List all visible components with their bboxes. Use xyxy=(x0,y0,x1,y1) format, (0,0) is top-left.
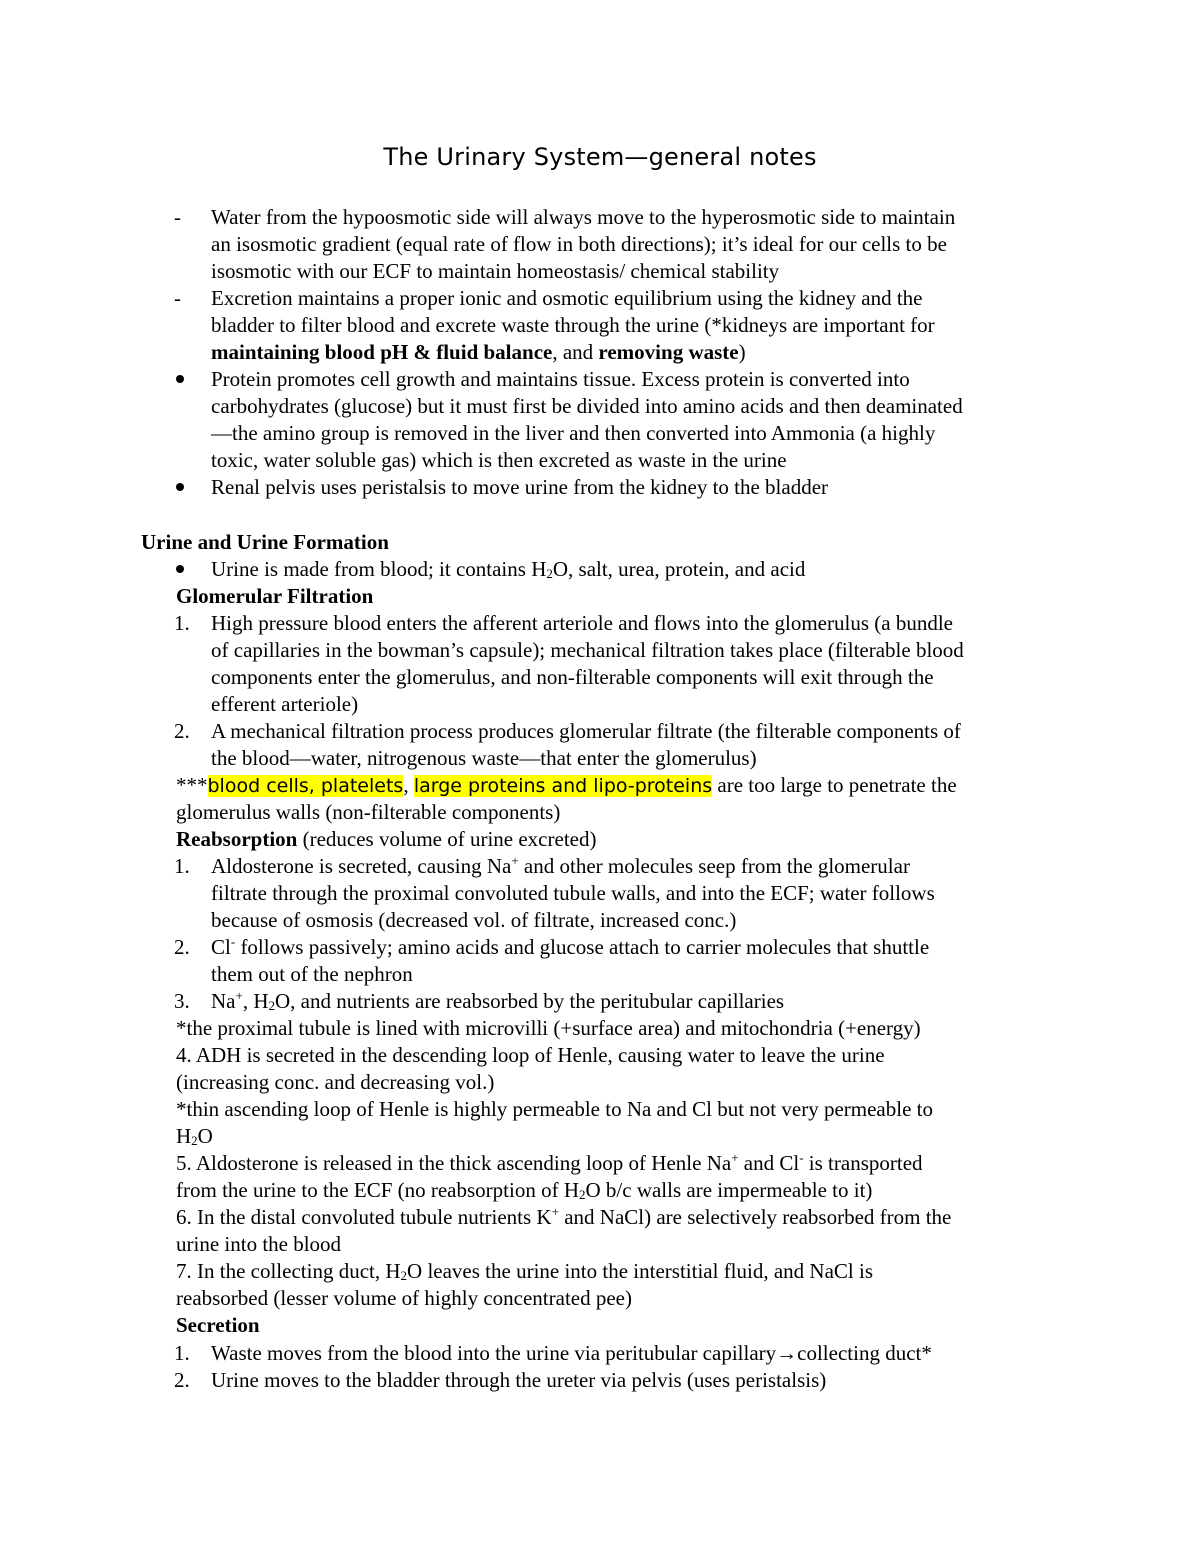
text-line: 5. Aldosterone is released in the thick ascending loop of Henle Na+ and Cl- is transported xyxy=(176,1150,923,1175)
dash-marker: - xyxy=(174,205,181,229)
text-line: Water from the hypoosmotic side will always move to the hyperosmotic side to maintain xyxy=(211,205,956,229)
dash-marker: - xyxy=(174,286,181,310)
text-line: components enter the glomerulus, and non-filterable components will exit through the xyxy=(211,665,934,689)
text-line: maintaining blood pH & fluid balance, and removing waste) xyxy=(211,340,746,364)
text-line: Aldosterone is secreted, causing Na+ and other molecules seep from the glomerular xyxy=(211,853,910,878)
text-line: Urine is made from blood; it contains $H_2O$, salt, urea, protein, and acid xyxy=(211,557,806,581)
text-line: Urine moves to the bladder through the ureter via pelvis (uses peristalsis) xyxy=(211,1368,827,1392)
text-line: toxic, water soluble gas) which is then excreted as waste in the urine xyxy=(211,448,787,472)
text-line: ***blood cells, platelets, large proteins and lipo-proteins are too large to penetrate the xyxy=(176,773,957,797)
text-line: glomerulus walls (non-filterable components) xyxy=(176,800,561,824)
text-line: reabsorbed (lesser volume of highly concentrated pee) xyxy=(176,1286,632,1310)
text-line: Protein promotes cell growth and maintains tissue. Excess protein is converted into xyxy=(211,367,910,391)
text-line: (increasing conc. and decreasing vol.) xyxy=(176,1070,495,1094)
intro-item-2 xyxy=(0,285,1200,312)
text-line: Renal pelvis uses peristalsis to move urine from the kidney to the bladder xyxy=(211,475,829,499)
step-number: 1. xyxy=(174,611,190,635)
reabsorption-step-7 xyxy=(0,1258,1200,1285)
section-heading-urine-formation: Urine and Urine Formation xyxy=(141,530,389,554)
subheading-glomerular-filtration: Glomerular Filtration xyxy=(176,584,374,608)
highlight: large proteins and lipo-proteins xyxy=(413,775,713,797)
reabsorption-step-2 xyxy=(0,934,1200,961)
text-line: 6. In the distal convoluted tubule nutrients K+ and NaCl) are selectively reabsorbed from the xyxy=(176,1204,952,1229)
subheading-reabsorption: Reabsorption (reduces volume of urine excreted) xyxy=(176,827,597,851)
step-number: 2. xyxy=(174,719,190,743)
text-line: High pressure blood enters the afferent arteriole and flows into the glomerulus (a bundle xyxy=(211,611,953,635)
text-line: because of osmosis (decreased vol. of filtrate, increased conc.) xyxy=(211,908,737,932)
reabsorption-step-3 xyxy=(0,988,1200,1015)
text-line: isosmotic with our ECF to maintain homeostasis/ chemical stability xyxy=(211,259,780,283)
text-line: the blood—water, nitrogenous waste—that enter the glomerulus) xyxy=(211,746,757,770)
bold-phrase: maintaining blood pH & fluid balance xyxy=(211,340,553,364)
text-line: 4. ADH is secreted in the descending loop of Henle, causing water to leave the urine xyxy=(176,1043,885,1067)
step-number: 3. xyxy=(174,989,190,1013)
urine-bullet xyxy=(0,556,1200,583)
secretion-step-1 xyxy=(0,1340,1200,1367)
text-line: Excretion maintains a proper ionic and osmotic equilibrium using the kidney and the xyxy=(211,286,923,310)
text-line: Cl- follows passively; amino acids and glucose attach to carrier molecules that shuttle xyxy=(211,934,930,959)
text-line: bladder to filter blood and excrete waste through the urine (*kidneys are important for xyxy=(211,313,935,337)
text-line: efferent arteriole) xyxy=(211,692,359,716)
text-line: A mechanical filtration process produces glomerular filtrate (the filterable components of xyxy=(211,719,961,743)
text-line: 7. In the collecting duct, $H_2O$ leaves the urine into the interstitial fluid, and NaCl is xyxy=(176,1259,874,1283)
intro-item-3 xyxy=(0,366,1200,393)
bullet-dot xyxy=(176,565,184,573)
reabsorption-step-5 xyxy=(0,1150,1200,1177)
text-line: $H_2O$ xyxy=(176,1124,213,1148)
step-number: 2. xyxy=(174,935,190,959)
step-number: 1. xyxy=(174,854,190,878)
reabsorption-step-4 xyxy=(0,1042,1200,1069)
bold-phrase: removing waste xyxy=(598,340,739,364)
document-title: The Urinary System—general notes xyxy=(383,143,817,171)
text-line: an isosmotic gradient (equal rate of flow in both directions); it’s ideal for our cells to be xyxy=(211,232,947,256)
text-line: Na+, $H_2O$, and nutrients are reabsorbed by the peritubular capillaries xyxy=(211,988,785,1013)
glomerular-step-2 xyxy=(0,718,1200,745)
highlighted-note xyxy=(0,772,1200,799)
text-line: urine into the blood xyxy=(176,1232,342,1256)
glomerular-step-1 xyxy=(0,610,1200,637)
text-line: Waste moves from the blood into the urine via peritubular capillary→collecting duct* xyxy=(211,1341,932,1365)
text-line: them out of the nephron xyxy=(211,962,413,986)
text-line: of capillaries in the bowman’s capsule); mechanical filtration takes place (filterable blood xyxy=(211,638,964,662)
text-line: —the amino group is removed in the liver and then converted into Ammonia (a highly xyxy=(211,421,936,445)
bullet-dot xyxy=(176,375,184,383)
step-number: 1. xyxy=(174,1341,190,1365)
step-number: 2. xyxy=(174,1368,190,1392)
text-line: filtrate through the proximal convoluted tubule walls, and into the ECF; water follows xyxy=(211,881,935,905)
reabsorption-step-6 xyxy=(0,1204,1200,1231)
text-line: carbohydrates (glucose) but it must first be divided into amino acids and then deaminated xyxy=(211,394,963,418)
text-line: *thin ascending loop of Henle is highly permeable to Na and Cl but not very permeable to xyxy=(176,1097,933,1121)
highlight: blood cells, platelets xyxy=(207,775,404,797)
bullet-dot xyxy=(176,483,184,491)
reabsorption-step-1 xyxy=(0,853,1200,880)
intro-item-1 xyxy=(0,204,1200,231)
text-line: from the urine to the ECF (no reabsorption of $H_2O$ b/c walls are impermeable to it) xyxy=(176,1178,873,1202)
secretion-step-2 xyxy=(0,1367,1200,1394)
text-line: *the proximal tubule is lined with microvilli (+surface area) and mitochondria (+energy) xyxy=(176,1016,921,1040)
subheading-secretion: Secretion xyxy=(176,1313,260,1337)
intro-item-4 xyxy=(0,474,1200,501)
arrow-icon: → xyxy=(776,1341,798,1365)
